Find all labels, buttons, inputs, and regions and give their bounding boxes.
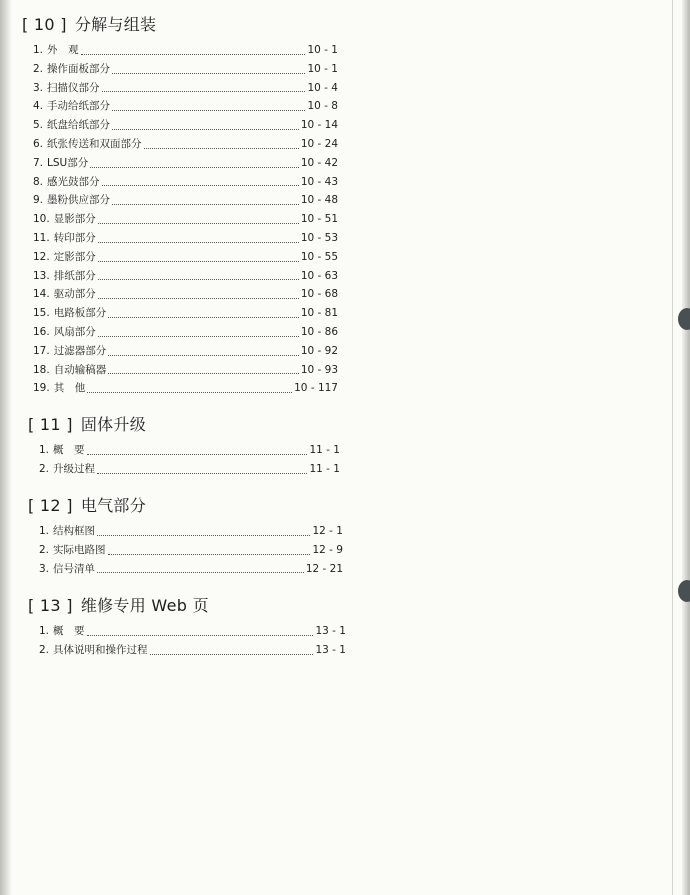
entry-page-number: 10 - 63 [300,269,338,282]
dot-leader [112,72,305,74]
entry-title: 过滤器部分 [53,344,107,357]
toc-entry[interactable] [22,154,338,173]
entry-index: 2. [39,543,50,556]
entry-index: 2. [33,62,44,75]
dot-leader [98,222,299,224]
entry-title: 信号清单 [53,562,96,575]
entry-page-number: 10 - 1 [307,62,338,75]
dot-leader [98,241,299,243]
toc-entry[interactable] [28,541,343,560]
toc-entry[interactable] [22,191,338,210]
entry-index: 7. [33,156,44,169]
dot-leader [87,634,314,636]
entry-page-number: 10 - 8 [307,100,338,113]
dot-leader [108,553,311,555]
entry-title: 纸张传送和双面部分 [47,137,142,150]
toc-entry[interactable] [22,79,338,98]
section-number: [ 13 ] [28,596,73,615]
entry-page-number: 12 - 9 [312,543,343,556]
dot-leader [97,571,304,573]
section-heading [28,595,346,617]
dot-leader [108,316,299,318]
entry-title: LSU部分 [47,156,89,169]
toc-list [28,441,340,479]
entry-index: 13. [33,269,50,282]
entry-page-number: 13 - 1 [315,643,346,656]
toc-entry[interactable] [22,248,338,267]
entry-title: 风扇部分 [53,325,96,338]
dot-leader [144,147,299,149]
toc-entry[interactable] [28,441,340,460]
dot-leader [98,335,299,337]
entry-page-number: 10 - 117 [294,382,338,395]
entry-title: 手动给纸部分 [47,100,111,113]
entry-index: 1. [39,625,50,637]
toc-section [28,414,340,479]
dot-leader [108,372,299,374]
entry-index: 19. [33,382,50,395]
binder-tab-mark [678,308,690,330]
dot-leader [98,278,299,280]
entry-index: 4. [33,100,44,113]
entry-page-number: 10 - 68 [300,288,338,301]
entry-index: 18. [33,363,50,376]
toc-entry[interactable] [22,323,338,342]
section-number: [ 10 ] [22,15,67,34]
dot-leader [97,534,310,536]
section-number: [ 11 ] [28,415,73,434]
page-right-edge [682,0,690,895]
entry-index: 3. [39,562,50,575]
entry-page-number: 13 - 1 [315,625,346,637]
entry-title: 外 观 [47,44,79,56]
entry-index: 1. [39,525,50,537]
entry-page-number: 10 - 1 [307,44,338,56]
binder-tab-mark [678,580,690,602]
entry-page-number: 10 - 42 [300,156,338,169]
section-title: 电气部分 [80,496,147,515]
entry-page-number: 10 - 86 [300,325,338,338]
entry-index: 12. [33,250,50,263]
toc-entry[interactable] [22,210,338,229]
dot-leader [102,184,299,186]
toc-entry[interactable] [22,267,338,286]
entry-index: 2. [39,462,50,475]
entry-page-number: 10 - 53 [300,231,338,244]
section-heading [28,414,340,436]
dot-leader [150,653,314,655]
section-title: 固体升级 [80,415,147,434]
entry-page-number: 10 - 55 [300,250,338,263]
toc-entry[interactable] [22,285,338,304]
entry-index: 1. [39,444,50,456]
dot-leader [102,90,306,92]
section-number: [ 12 ] [28,496,73,515]
toc-entry[interactable] [28,622,346,641]
entry-page-number: 10 - 93 [300,363,338,376]
section-title: 维修专用 Web 页 [80,596,209,615]
toc-entry[interactable] [22,135,338,154]
toc-entry[interactable] [22,379,338,398]
entry-title: 具体说明和操作过程 [53,643,148,656]
entry-page-number: 11 - 1 [309,462,340,475]
entry-index: 9. [33,194,44,207]
entry-page-number: 10 - 51 [300,213,338,226]
entry-index: 14. [33,288,50,301]
entry-title: 纸盘给纸部分 [47,119,111,132]
dot-leader [81,53,306,55]
entry-page-number: 10 - 81 [300,307,338,320]
page-left-edge [0,0,12,895]
entry-index: 2. [39,643,50,656]
toc-section [28,595,346,660]
entry-index: 15. [33,307,50,320]
toc-entry[interactable] [22,60,338,79]
entry-title: 墨粉供应部分 [47,194,111,207]
entry-page-number: 10 - 48 [300,194,338,207]
page-fold-line [672,0,673,895]
entry-title: 显影部分 [53,213,96,226]
toc-entry[interactable] [28,560,343,579]
entry-title: 其 他 [53,382,86,395]
entry-title: 定影部分 [53,250,96,263]
entry-title: 升级过程 [53,462,96,475]
entry-index: 10. [33,213,50,226]
dot-leader [97,472,307,474]
section-heading [28,495,343,517]
dot-leader [87,453,308,455]
dot-leader [112,128,299,130]
section-title: 分解与组装 [74,15,157,34]
entry-title: 实际电路图 [53,543,106,556]
dot-leader [108,354,299,356]
dot-leader [98,297,299,299]
entry-title: 转印部分 [53,231,96,244]
entry-title: 概 要 [53,444,85,456]
entry-title: 驱动部分 [53,288,96,301]
entry-title: 概 要 [53,625,85,637]
entry-page-number: 10 - 43 [300,175,338,188]
entry-page-number: 11 - 1 [309,444,340,456]
entry-page-number: 10 - 92 [300,344,338,357]
toc-section [22,14,338,398]
entry-index: 8. [33,175,44,188]
toc-list [22,41,338,398]
toc-entry[interactable] [22,361,338,380]
entry-title: 扫描仪部分 [47,81,100,94]
dot-leader [87,391,292,393]
toc-entry[interactable] [22,116,338,135]
toc-entry[interactable] [28,522,343,541]
section-heading [22,14,338,36]
toc-entry[interactable] [22,229,338,248]
dot-leader [90,166,299,168]
toc-entry[interactable] [28,641,346,660]
entry-page-number: 12 - 21 [305,562,343,575]
entry-index: 6. [33,137,44,150]
entry-index: 17. [33,344,50,357]
entry-title: 结构框图 [53,525,96,537]
dot-leader [112,203,299,205]
entry-title: 排纸部分 [53,269,96,282]
entry-index: 16. [33,325,50,338]
entry-title: 自动输稿器 [53,363,107,376]
entry-title: 电路板部分 [53,307,107,320]
dot-leader [112,109,305,111]
toc-entry[interactable] [22,97,338,116]
entry-title: 操作面板部分 [47,62,111,75]
entry-index: 3. [33,81,44,94]
entry-index: 1. [33,44,44,56]
toc-list [28,622,346,660]
toc-entry[interactable] [22,173,338,192]
toc-entry[interactable] [28,460,340,479]
entry-page-number: 12 - 1 [312,525,343,537]
entry-index: 5. [33,119,44,132]
entry-page-number: 10 - 4 [307,81,338,94]
toc-section [28,495,343,578]
entry-index: 11. [33,231,50,244]
toc-entry[interactable] [22,304,338,323]
entry-page-number: 10 - 24 [300,137,338,150]
entry-page-number: 10 - 14 [300,119,338,132]
dot-leader [98,260,299,262]
entry-title: 感光鼓部分 [47,175,100,188]
toc-entry[interactable] [22,41,338,60]
toc-list [28,522,343,578]
toc-entry[interactable] [22,342,338,361]
